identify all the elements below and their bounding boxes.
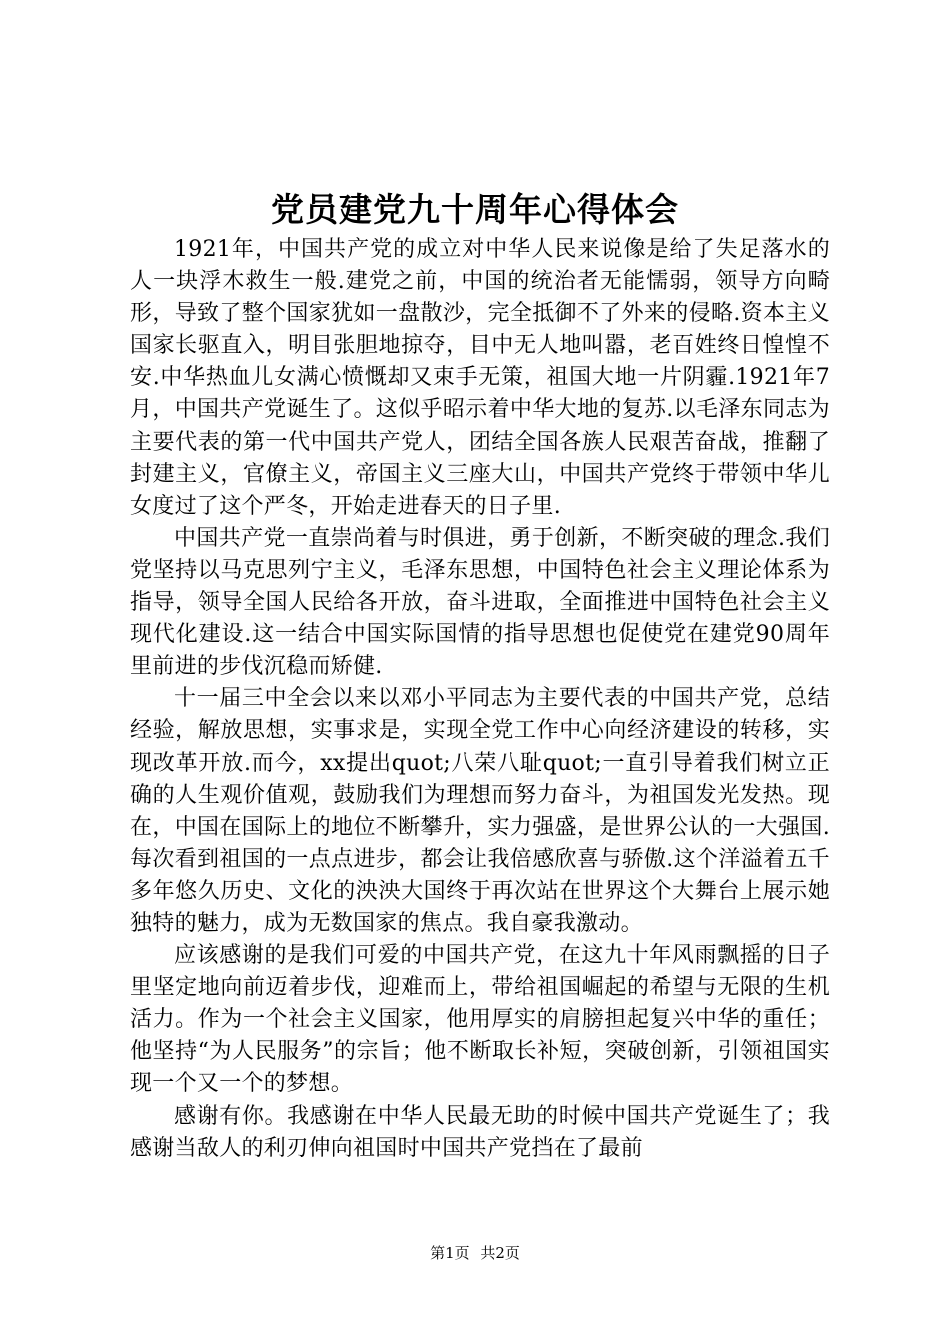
paragraph-5: 感谢有你。我感谢在中华人民最无助的时候中国共产党诞生了；我感谢当敌人的利刃伸向祖国时中国共产党挡在了最前: [130, 1103, 830, 1161]
paragraph-4: 应该感谢的是我们可爱的中国共产党，在这九十年风雨飘摇的日子里坚定地向前迈着步伐，迎难而上，带给祖国崛起的希望与无限的生机活力。作为一个社会主义国家，他用厚实的肩膀担起复兴中华的重任；他坚持“为人民服务”的宗旨；他不断取长补短，突破创新，引领祖国实现一个又一个的梦想。: [130, 943, 830, 1097]
document-title: 党员建党九十周年心得体会: [271, 190, 679, 229]
page-number-current: 第1页: [430, 1244, 470, 1262]
page-footer: [0, 1243, 950, 1263]
document-body: [130, 234, 830, 1165]
paragraph-2: 中国共产党一直崇尚着与时俱进，勇于创新，不断突破的理念.我们党坚持以马克思列宁主义，毛泽东思想，中国特色社会主义理论体系为指导，领导全国人民给各开放，奋斗进取，全面推进中国特色社会主义现代化建设.这一结合中国实际国情的指导思想也促使党在建党90周年里前进的步伐沉稳而矫健.: [130, 525, 830, 680]
paragraph-1: 1921年，中国共产党的成立对中华人民来说像是给了失足落水的人一块浮木救生一般.建党之前，中国的统治者无能懦弱，领导方向畸形，导致了整个国家犹如一盘散沙，完全抵御不了外来的侵略.资本主义国家长驱直入，明目张胆地掠夺，目中无人地叫嚣，老百姓终日惶惶不安.中华热血儿女满心愤慨却又束手无策，祖国大地一片阴霾.1921年7月，中国共产党诞生了。这似乎昭示着中华大地的复苏.以毛泽东同志为主要代表的第一代中国共产党人，团结全国各族人民艰苦奋战，推翻了封建主义，官僚主义，帝国主义三座大山，中国共产党终于带领中华儿女度过了这个严冬，开始走进春天的日子里.: [130, 237, 830, 519]
paragraph-3: 十一届三中全会以来以邓小平同志为主要代表的中国共产党，总结经验，解放思想，实事求是，实现全党工作中心向经济建设的转移，实现改革开放.而今，xx提出quot;八荣八耻quot;一直引导着我们树立正确的人生观价值观，鼓励我们为理想而努力奋斗，为祖国发光发热。现在，中国在国际上的地位不断攀升，实力强盛，是世界公认的一大强国.每次看到祖国的一点点进步，都会让我倍感欣喜与骄傲.这个洋溢着五千多年悠久历史、文化的泱泱大国终于再次站在世界这个大舞台上展示她独特的魅力，成为无数国家的焦点。我自豪我激动。: [130, 686, 830, 936]
page-number-total: 共2页: [480, 1244, 520, 1262]
